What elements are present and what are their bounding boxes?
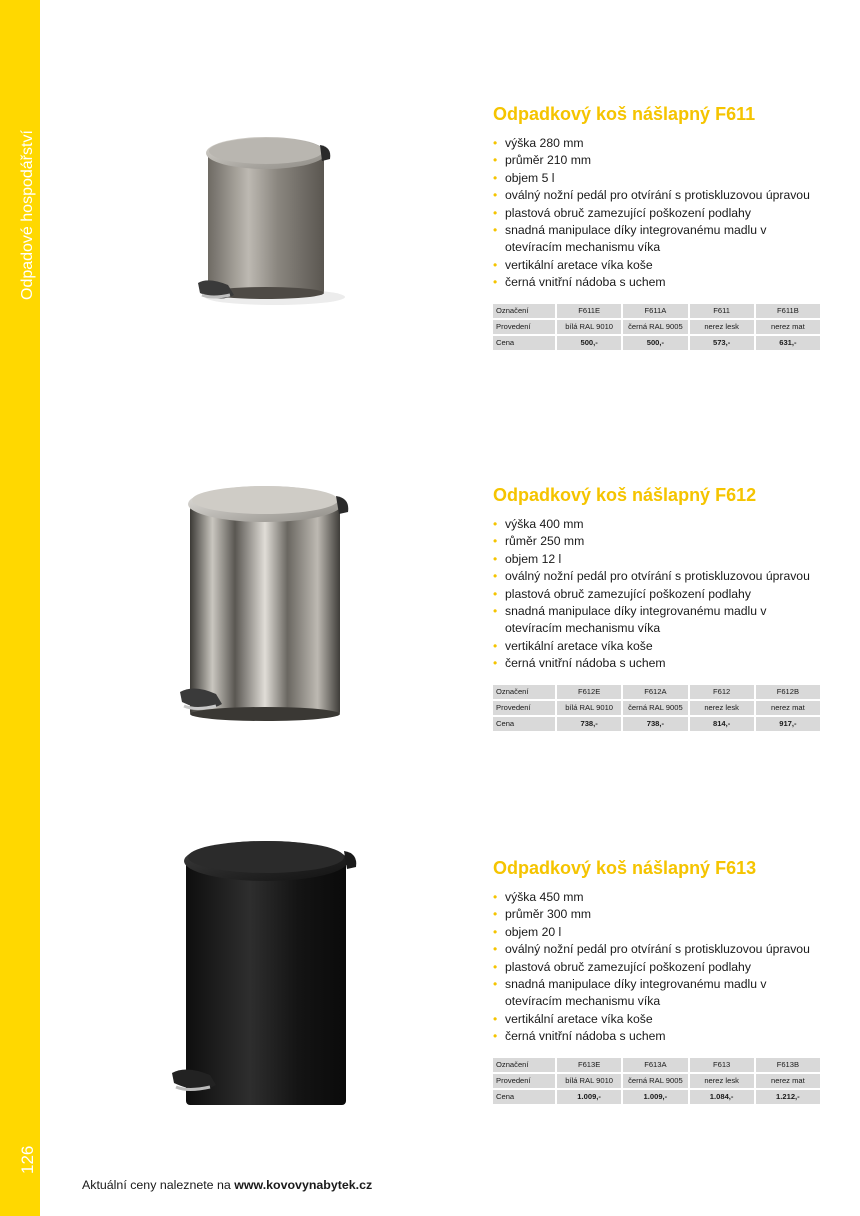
feature-item: • objem 12 l — [493, 551, 823, 568]
table-row — [493, 320, 820, 334]
table-cell: 738,- — [623, 717, 687, 731]
spec-table — [491, 683, 822, 733]
feature-item: • oválný nožní pedál pro otvírání s protiskluzovou úpravou — [493, 941, 823, 958]
feature-item: • růměr 250 mm — [493, 533, 823, 550]
row-label: Provedení — [493, 320, 555, 334]
table-cell: bílá RAL 9010 — [557, 701, 621, 715]
table-cell: nerez lesk — [690, 320, 754, 334]
product-image-f611 — [190, 125, 360, 320]
trash-bin-stainless-small-icon — [190, 125, 360, 320]
row-label: Označení — [493, 1058, 555, 1072]
feature-item: • plastová obruč zamezující poškození podlahy — [493, 959, 823, 976]
table-cell: černá RAL 9005 — [623, 1074, 687, 1088]
page-number: 126 — [18, 1145, 37, 1174]
row-label: Označení — [493, 304, 555, 318]
feature-item: • vertikální aretace víka koše — [493, 257, 823, 274]
trash-bin-black-large-icon — [160, 825, 370, 1115]
table-cell: 500,- — [623, 336, 687, 350]
table-row — [493, 1058, 820, 1072]
table-cell: nerez mat — [756, 1074, 820, 1088]
feature-item: • průměr 300 mm — [493, 906, 823, 923]
feature-item: • plastová obruč zamezující poškození podlahy — [493, 205, 823, 222]
table-cell: bílá RAL 9010 — [557, 1074, 621, 1088]
table-cell: F612E — [557, 685, 621, 699]
section-title: Odpadové hospodářství — [19, 130, 36, 300]
table-cell: F613B — [756, 1058, 820, 1072]
feature-item: • černá vnitřní nádoba s uchem — [493, 655, 823, 672]
product-title: Odpadkový koš nášlapný F613 — [493, 858, 757, 878]
table-cell: 573,- — [690, 336, 754, 350]
table-cell: nerez lesk — [690, 701, 754, 715]
spec-table — [491, 1056, 822, 1106]
feature-item: • výška 280 mm — [493, 135, 823, 152]
feature-item: • snadná manipulace díky integrovanému madlu v otevíracím mechanismu víka — [493, 222, 823, 257]
row-label: Označení — [493, 685, 555, 699]
table-row — [493, 1074, 820, 1088]
table-cell: černá RAL 9005 — [623, 320, 687, 334]
footer-text: Aktuální ceny naleznete na — [82, 1178, 235, 1192]
table-cell: F613A — [623, 1058, 687, 1072]
table-cell: 1.009,- — [557, 1090, 621, 1104]
table-cell: F613 — [690, 1058, 754, 1072]
table-cell: F612B — [756, 685, 820, 699]
table-cell: nerez mat — [756, 320, 820, 334]
feature-item: • plastová obruč zamezující poškození podlahy — [493, 586, 823, 603]
table-cell: F612 — [690, 685, 754, 699]
feature-item: • snadná manipulace díky integrovanému madlu v otevíracím mechanismu víka — [493, 976, 823, 1011]
feature-list — [493, 135, 823, 292]
table-cell: F611E — [557, 304, 621, 318]
spec-table — [491, 302, 822, 352]
table-cell: 1.009,- — [623, 1090, 687, 1104]
feature-item: • vertikální aretace víka koše — [493, 1011, 823, 1028]
table-cell: F611B — [756, 304, 820, 318]
table-cell: F613E — [557, 1058, 621, 1072]
table-cell: 631,- — [756, 336, 820, 350]
row-label: Cena — [493, 1090, 555, 1104]
table-row — [493, 701, 820, 715]
feature-item: • černá vnitřní nádoba s uchem — [493, 1028, 823, 1045]
table-cell: nerez lesk — [690, 1074, 754, 1088]
feature-item: • snadná manipulace díky integrovanému madlu v otevíracím mechanismu víka — [493, 603, 823, 638]
table-row — [493, 685, 820, 699]
table-cell: 917,- — [756, 717, 820, 731]
row-label: Cena — [493, 336, 555, 350]
footer-note — [82, 1178, 372, 1192]
feature-item: • objem 5 l — [493, 170, 823, 187]
table-cell: bílá RAL 9010 — [557, 320, 621, 334]
table-cell: 738,- — [557, 717, 621, 731]
feature-item: • výška 400 mm — [493, 516, 823, 533]
product-title: Odpadkový koš nášlapný F611 — [493, 104, 756, 124]
product-title: Odpadkový koš nášlapný F612 — [493, 485, 757, 505]
table-row — [493, 304, 820, 318]
table-cell: F611 — [690, 304, 754, 318]
row-label: Provedení — [493, 1074, 555, 1088]
feature-item: • oválný nožní pedál pro otvírání s protiskluzovou úpravou — [493, 187, 823, 204]
table-cell: 500,- — [557, 336, 621, 350]
feature-list — [493, 516, 823, 673]
feature-item: • objem 20 l — [493, 924, 823, 941]
table-cell: 1.084,- — [690, 1090, 754, 1104]
feature-item: • průměr 210 mm — [493, 152, 823, 169]
table-cell: 814,- — [690, 717, 754, 731]
row-label: Provedení — [493, 701, 555, 715]
product-image-f612 — [168, 470, 368, 730]
feature-item: • oválný nožní pedál pro otvírání s protiskluzovou úpravou — [493, 568, 823, 585]
side-bar — [0, 0, 40, 1216]
feature-item: • výška 450 mm — [493, 889, 823, 906]
table-cell: 1.212,- — [756, 1090, 820, 1104]
table-row — [493, 1090, 820, 1104]
table-cell: černá RAL 9005 — [623, 701, 687, 715]
table-cell: F611A — [623, 304, 687, 318]
website-link[interactable]: www.kovovynabytek.cz — [234, 1178, 373, 1192]
feature-item: • černá vnitřní nádoba s uchem — [493, 274, 823, 291]
table-cell: nerez mat — [756, 701, 820, 715]
feature-item: • vertikální aretace víka koše — [493, 638, 823, 655]
table-row — [493, 717, 820, 731]
row-label: Cena — [493, 717, 555, 731]
trash-bin-stainless-medium-icon — [168, 470, 368, 730]
feature-list — [493, 889, 823, 1046]
table-cell: F612A — [623, 685, 687, 699]
table-row — [493, 336, 820, 350]
product-image-f613 — [160, 825, 370, 1115]
